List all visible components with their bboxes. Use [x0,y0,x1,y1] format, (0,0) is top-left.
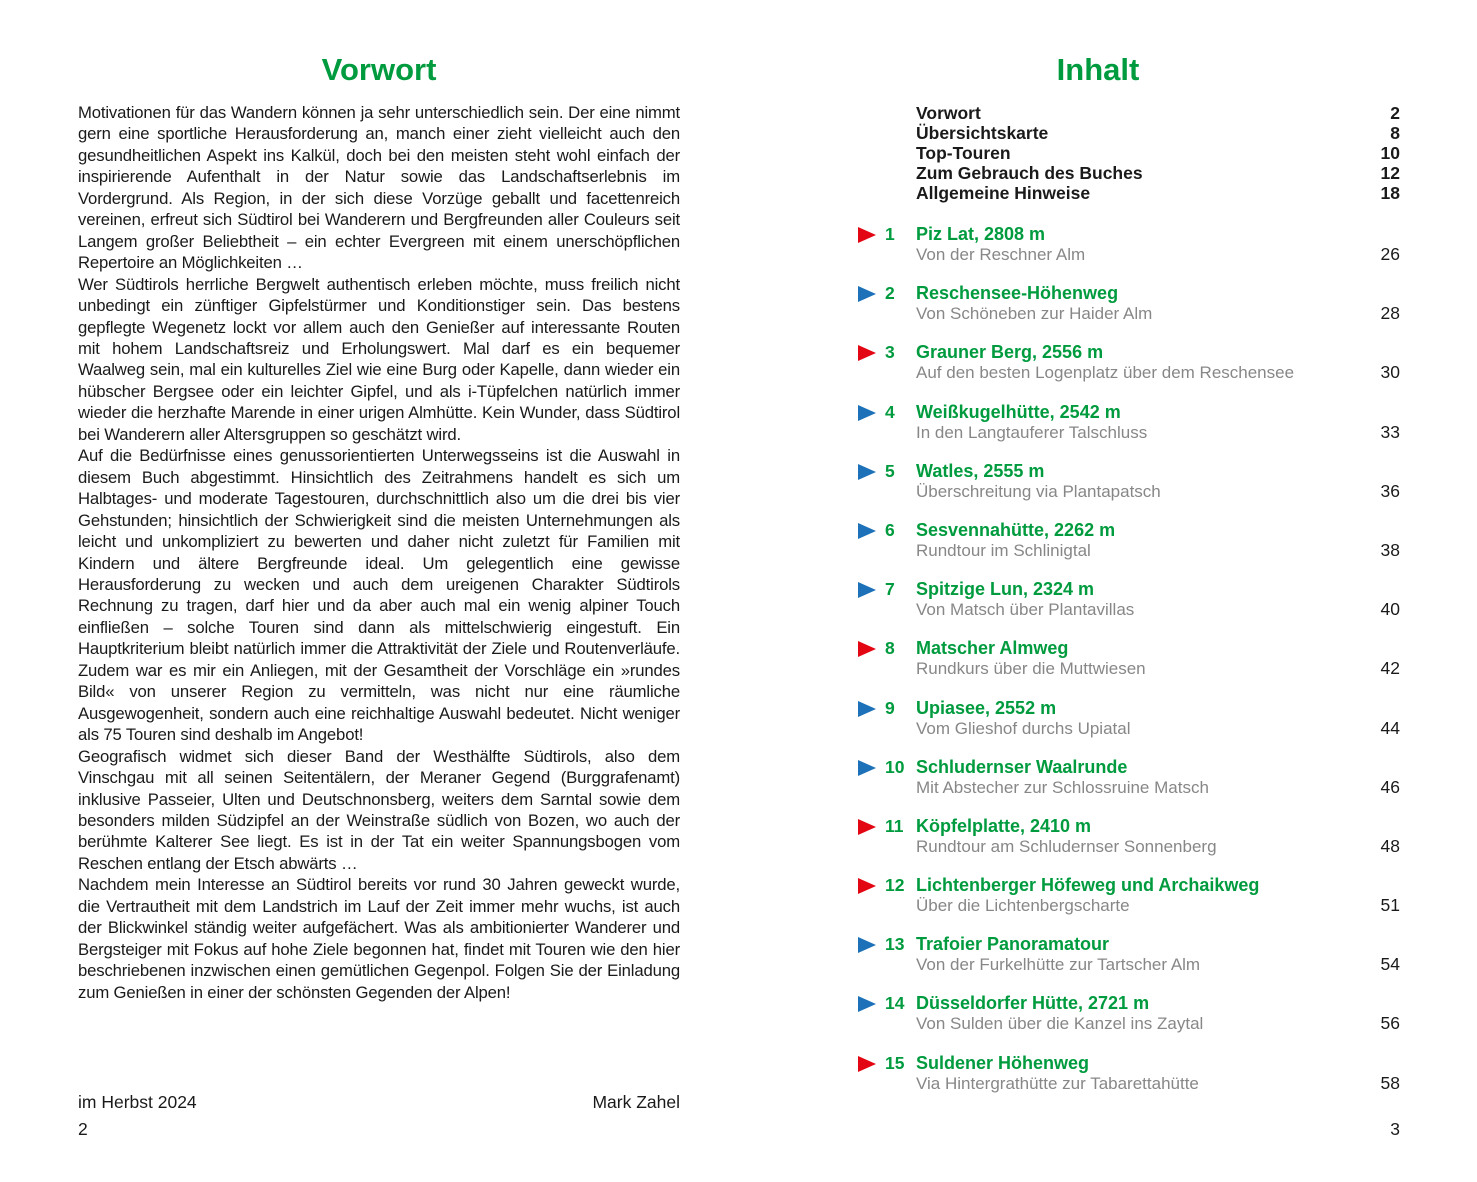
tour-title: Sesvennahütte, 2262 m [916,519,1116,540]
tour-page-number: 36 [1380,480,1400,501]
tour-text [916,698,1346,739]
tour-title: Upiasee, 2552 m [916,697,1057,718]
vorwort-body [78,102,680,1003]
toc-tour-entry[interactable] [858,875,1400,916]
tour-marker-triangle-icon [858,996,876,1012]
tour-marker-triangle-icon [858,819,876,835]
tour-text [916,757,1346,798]
tour-title: Grauner Berg, 2556 m [916,342,1104,363]
tour-page-number: 48 [1380,835,1400,856]
signature-row [78,1092,680,1113]
tour-text [916,579,1346,620]
date-line: im Herbst 2024 [78,1092,197,1112]
tour-page-number: 33 [1380,421,1400,442]
tour-subtitle: Rundkurs über die Muttwiesen [916,659,1146,679]
tour-text [916,1053,1346,1094]
toc-item-page: 8 [1390,123,1400,143]
toc-tour-list [858,224,1400,1112]
toc-front-matter-item[interactable] [916,103,1400,123]
tour-number: 14 [885,993,905,1014]
tour-title: Schludernser Waalrunde [916,756,1128,777]
tour-subtitle: Vom Glieshof durchs Upiatal [916,718,1131,738]
tour-page-number: 38 [1380,539,1400,560]
tour-page-number: 28 [1380,303,1400,324]
tour-marker-triangle-icon [858,345,876,361]
tour-text [916,402,1346,443]
tour-page-number: 26 [1380,244,1400,264]
toc-tour-entry[interactable] [858,224,1400,265]
tour-subtitle: Überschreitung via Plantapatsch [916,481,1161,501]
tour-number: 15 [885,1052,905,1073]
tour-title: Spitzige Lun, 2324 m [916,579,1095,600]
tour-number: 11 [885,815,904,836]
tour-number: 3 [885,342,895,363]
tour-marker-triangle-icon [858,286,876,302]
toc-tour-entry[interactable] [858,1053,1400,1094]
tour-title: Suldener Höhenweg [916,1052,1090,1073]
vorwort-paragraph: Geografisch widmet sich dieser Band der Westhälfte Südtirols, also dem Vinschgau mit all seinen Seitentälern, der Meraner Gegend (Burggrafenamt) inklusive Passeier, Ulten und Deutschnonsberg, weiters dem Sarntal sowie dem besonders milden Südzipfel an der Weinstraße südlich von Bozen, wo auch der berühmte Kalterer See liegt. Es ist in der Tat ein weiter Spannungsbogen vom Reschen entlang der Etsch abwärts … [78,746,680,873]
vorwort-paragraph: Motivationen für das Wandern können ja sehr unterschiedlich sein. Der eine nimmt gern eine sportliche Herausforderung an, manch einer zieht vielleicht auch den gesundheitlichen Aspekt ins Kalkül, doch bei den meisten steht wohl einfach der inspirierende Aufenthalt in der Natur sowie das Landschaftserlebnis im Vordergrund. Als Region, in der sich diese Vorzüge geballt und facettenreich vereinen, erfreut sich Südtirol bei Wanderern und Bergfreunden aller Couleurs seit Langem großer Beliebtheit – ein echter Evergreen mit einem unerschöpflichen Repertoire an Möglichkeiten … [78,103,680,273]
tour-subtitle: Mit Abstecher zur Schlossruine Matsch [916,777,1209,797]
tour-subtitle: In den Langtauferer Talschluss [916,422,1148,442]
tour-text [916,461,1346,502]
toc-tour-entry[interactable] [858,816,1400,857]
tour-text [916,934,1346,975]
tour-page-number: 54 [1380,954,1400,975]
tour-subtitle: Von Schöneben zur Haider Alm [916,304,1153,324]
tour-title: Matscher Almweg [916,638,1069,659]
tour-title: Köpfelplatte, 2410 m [916,815,1092,836]
tour-text [916,520,1346,561]
toc-front-matter-item[interactable] [916,163,1400,183]
tour-marker-triangle-icon [858,641,876,657]
tour-marker-triangle-icon [858,464,876,480]
tour-marker-triangle-icon [858,937,876,953]
toc-tour-entry[interactable] [858,342,1400,383]
tour-text [916,342,1346,383]
toc-tour-entry[interactable] [858,283,1400,324]
tour-title: Düsseldorfer Hütte, 2721 m [916,993,1150,1014]
toc-item-label: Top-Touren [916,143,1011,163]
tour-title: Reschensee-Höhenweg [916,283,1119,304]
toc-tour-entry[interactable] [858,579,1400,620]
tour-subtitle: Via Hintergrathütte zur Tabarettahütte [916,1073,1199,1093]
toc-tour-entry[interactable] [858,461,1400,502]
tour-page-number: 56 [1380,1013,1400,1034]
tour-marker-triangle-icon [858,701,876,717]
toc-item-label: Übersichtskarte [916,123,1049,143]
tour-page-number: 58 [1380,1072,1400,1093]
tour-subtitle: Rundtour im Schlinigtal [916,540,1091,560]
toc-front-matter-item[interactable] [916,183,1400,203]
tour-subtitle: Über die Lichtenbergscharte [916,896,1130,916]
toc-front-matter-item[interactable] [916,143,1400,163]
toc-item-label: Allgemeine Hinweise [916,183,1091,203]
tour-number: 13 [885,934,905,955]
tour-subtitle: Von der Furkelhütte zur Tartscher Alm [916,955,1201,975]
tour-number: 7 [885,579,895,600]
toc-front-matter-item[interactable] [916,123,1400,143]
tour-number: 10 [885,756,905,777]
tour-text [916,816,1346,857]
tour-title: Watles, 2555 m [916,460,1045,481]
tour-text [916,993,1346,1034]
tour-title: Lichtenberger Höfeweg und Archaikweg [916,875,1260,896]
tour-number: 1 [885,224,895,244]
toc-tour-entry[interactable] [858,402,1400,443]
tour-marker-triangle-icon [858,405,876,421]
toc-tour-entry[interactable] [858,698,1400,739]
tour-title: Piz Lat, 2808 m [916,224,1046,244]
tour-number: 5 [885,460,895,481]
tour-page-number: 44 [1380,717,1400,738]
vorwort-paragraph: Nachdem mein Interesse an Südtirol bereits vor rund 30 Jahren geweckt wurde, die Vertrautheit mit dem Landstrich im Lauf der Zeit immer mehr wuchs, ist auch der Blickwinkel ständig weiter aufgefächert. Was als ambitionierter Wanderer und Bergsteiger mit Fokus auf hohe Ziele begonnen hat, findet mit Touren wie den hier beschriebenen inzwischen einen gemütlichen Gegenpol. Folgen Sie der Einladung zum Genießen in einer der schönsten Gegenden der Alpen! [78,875,680,1002]
toc-tour-entry[interactable] [858,520,1400,561]
tour-marker-triangle-icon [858,760,876,776]
page-number-left: 2 [78,1119,88,1139]
toc-tour-entry[interactable] [858,638,1400,679]
tour-subtitle: Von der Reschner Alm [916,245,1086,264]
tour-text [916,224,1346,265]
page-vorwort [78,0,680,1182]
tour-text [916,875,1346,916]
vorwort-paragraph: Wer Südtirols herrliche Bergwelt authentisch erleben möchte, muss freilich nicht unbedingt ein zünftiger Gipfelstürmer und Konditionstiger sein. Das bestens gepflegte Wegenetz lockt vor allem auch den Genießer auf interessante Routen mit hohem Landschaftsreiz und Erholungswert. Mal darf es ein bequemer Waalweg sein, mal ein kulturelles Ziel wie eine Burg oder Kapelle, dann wieder ein hübscher Bergsee oder ein leichter Gipfel, und als i-Tüpfelchen natürlich immer wieder die herzhafte Marende in einer urigen Almhütte. Kein Wunder, dass Südtirol bei Wanderern aller Altersgruppen so geschätzt wird. [78,274,680,444]
tour-page-number: 46 [1380,776,1400,797]
tour-text [916,283,1346,324]
tour-page-number: 30 [1380,362,1400,383]
toc-item-label: Vorwort [916,103,981,123]
tour-marker-triangle-icon [858,878,876,894]
tour-number: 2 [885,283,895,304]
tour-number: 4 [885,401,895,422]
vorwort-title: Vorwort [321,52,437,87]
tour-marker-triangle-icon [858,523,876,539]
author-name: Mark Zahel [592,1092,680,1112]
toc-item-page: 12 [1380,163,1400,183]
tour-title: Weißkugelhütte, 2542 m [916,401,1121,422]
tour-subtitle: Von Matsch über Plantavillas [916,600,1135,620]
vorwort-paragraph: Auf die Bedürfnisse eines genussorientierten Unterwegsseins ist die Auswahl in diesem Buch abgestimmt. Hinsichtlich des Zeitrahmens handelt es sich um Halbtages- und moderate Tagestouren, durchschnittlich also um die drei bis vier Gehstunden; hinsichtlich der Schwierigkeit sind die meisten Unternehmungen als leicht und unkompliziert zu bewerten und daher nicht zuletzt für Familien mit Kindern und ältere Bergfreunde ideal. Um gelegentlich eine gewisse Herausforderung zu wecken und auch dem ureigenen Charakter Südtirols Rechnung zu tragen, darf hier und da aber auch mal ein wenig alpiner Touch einfließen – solche Touren sind dann als mittelschwierig eingestuft. Ein Hauptkriterium bleibt natürlich immer die Attraktivität der Ziele und Routenverläufe. Zudem war es mir ein Anliegen, mit der Gesamtheit der Vorschläge ein »rundes Bild« von unserer Region zu vermitteln, was nicht nur eine räumliche Ausgewogenheit, sondern auch eine reichhaltige Auswahl bedeutet. Nicht weniger als 75 Touren sind deshalb im Angebot! [78,446,680,745]
tour-subtitle: Auf den besten Logenplatz über dem Reschensee [916,363,1295,383]
tour-subtitle: Von Sulden über die Kanzel ins Zaytal [916,1014,1204,1034]
inhalt-title: Inhalt [1056,52,1140,87]
toc-item-page: 18 [1380,183,1400,203]
toc-item-label: Zum Gebrauch des Buches [916,163,1143,183]
tour-page-number: 40 [1380,599,1400,620]
tour-number: 9 [885,697,895,718]
tour-number: 12 [885,875,905,896]
toc-tour-entry[interactable] [858,757,1400,798]
tour-page-number: 51 [1380,895,1400,916]
tour-number: 8 [885,638,895,659]
toc-tour-entry[interactable] [858,934,1400,975]
tour-number: 6 [885,519,895,540]
tour-marker-triangle-icon [858,1056,876,1072]
tour-page-number: 42 [1380,658,1400,679]
tour-marker-triangle-icon [858,227,876,243]
toc-item-page: 2 [1390,103,1400,123]
page-number-right: 3 [1390,1119,1400,1139]
tour-subtitle: Rundtour am Schludernser Sonnenberg [916,836,1217,856]
toc-item-page: 10 [1380,143,1400,163]
toc-front-matter [916,103,1400,203]
tour-text [916,638,1346,679]
tour-title: Trafoier Panoramatour [916,934,1110,955]
toc-tour-entry[interactable] [858,993,1400,1034]
tour-marker-triangle-icon [858,582,876,598]
